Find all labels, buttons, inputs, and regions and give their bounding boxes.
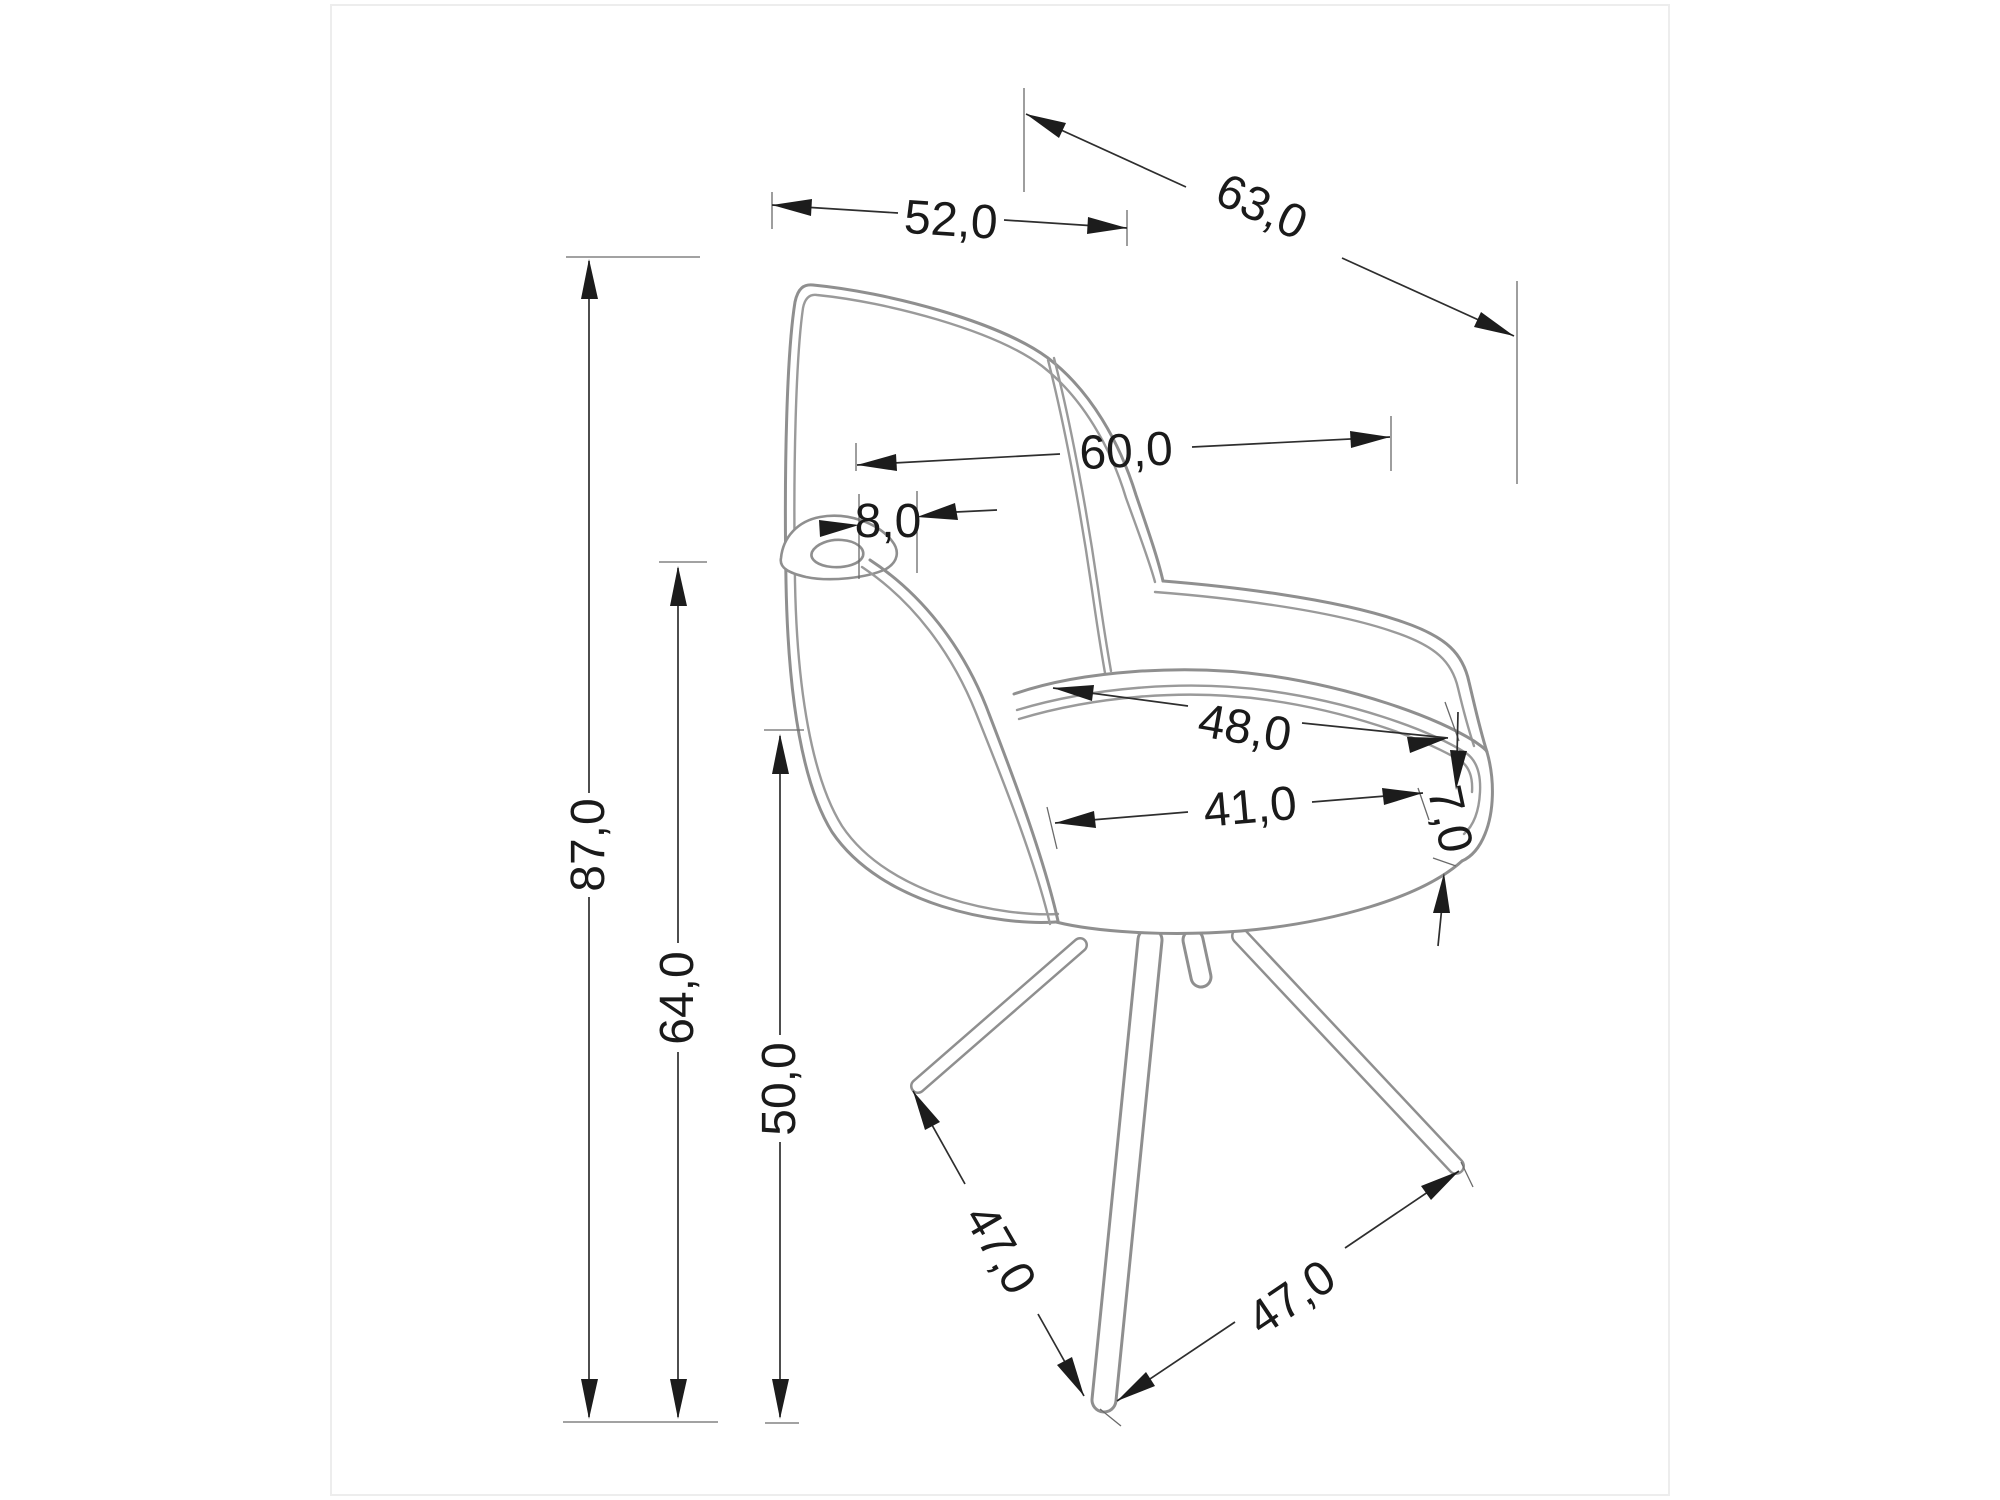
arrow-87-bottom-icon xyxy=(581,1379,598,1419)
dim-label-seat-height: 50,0 xyxy=(752,1042,806,1136)
dim-label-armrest-height: 64,0 xyxy=(650,951,704,1045)
arrow-52-right-icon xyxy=(1087,217,1127,234)
dim-label-armrest-thickness: 8,0 xyxy=(854,494,922,548)
dim-line-7-top-leader xyxy=(1457,712,1458,757)
arrow-50-top-icon xyxy=(772,734,789,774)
right-leg-fill xyxy=(1240,936,1456,1166)
front-leg-fill xyxy=(1104,940,1150,1400)
arrow-47-right-end-icon xyxy=(1421,1171,1459,1200)
arrow-63-left-icon xyxy=(1026,114,1066,138)
ext-right-foot-tick xyxy=(1461,1162,1473,1187)
dim-label-top-width: 52,0 xyxy=(902,190,1000,250)
chair-legs xyxy=(918,936,1456,1400)
back-left-leg-fill xyxy=(918,945,1080,1086)
dim-label-front-leg-length: 47,0 xyxy=(953,1195,1047,1304)
dim-label-cushion-thickness: 7,0 xyxy=(1416,781,1483,858)
arrow-52-left-icon xyxy=(772,199,812,216)
arrow-60-right-icon xyxy=(1350,431,1390,448)
arrow-47-left-bottom-icon xyxy=(1057,1357,1084,1396)
dim-label-total-depth: 63,0 xyxy=(1207,163,1315,251)
arrow-47-right-start-icon xyxy=(1117,1372,1155,1401)
dim-label-rear-leg-length: 47,0 xyxy=(1238,1249,1346,1347)
dim-label-seat-depth: 48,0 xyxy=(1194,694,1296,763)
arrow-87-top-icon xyxy=(581,259,598,299)
dim-label-backrest-width: 60,0 xyxy=(1078,422,1175,481)
arrow-50-bottom-icon xyxy=(772,1379,789,1419)
dim-label-total-height: 87,0 xyxy=(561,798,615,892)
dim-label-seat-depth-inner: 41,0 xyxy=(1201,776,1299,838)
arrow-64-top-icon xyxy=(670,566,687,606)
arrow-47-left-top-icon xyxy=(913,1091,940,1130)
arrow-64-bottom-icon xyxy=(670,1379,687,1419)
arrow-63-right-icon xyxy=(1474,312,1514,336)
back-right-leg-stub-fill xyxy=(1193,940,1201,977)
